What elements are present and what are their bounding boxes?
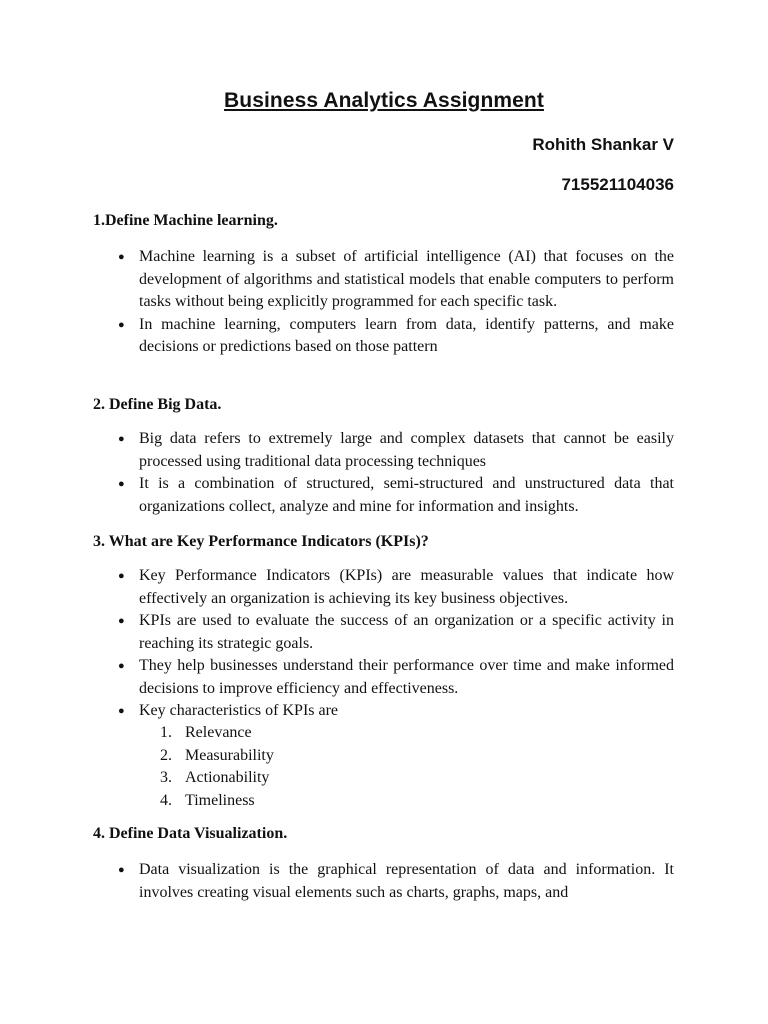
kpi-characteristics-list [160, 722, 274, 812]
numbered-item: 1. Relevance [160, 724, 252, 741]
numbered-item: 4. Timeliness [160, 791, 255, 809]
list-item: ● Data visualization is the graphical representation of data and information. It involves creating visual elements such as charts, graphs, maps, and [118, 859, 674, 904]
section-2-heading: 2. Define Big Data. [93, 396, 222, 413]
list-item: ● Machine learning is a subset of artificial intelligence (AI) that focuses on the development of algorithms and statistical models that enable computers to perform tasks without being explicitly programmed for each specific task. [118, 246, 674, 314]
roll-number: 715521104036 [561, 175, 674, 194]
section-2-bullets [118, 428, 674, 518]
section-4-heading: 4. Define Data Visualization. [93, 825, 288, 842]
section-3-bullets [118, 565, 674, 723]
list-item: ● They help businesses understand their performance over time and make informed decisions to improve efficiency and effectiveness. [118, 655, 674, 700]
list-item: ● KPIs are used to evaluate the success of an organization or a specific activity in reaching its strategic goals. [118, 610, 674, 655]
section-3-heading: 3. What are Key Performance Indicators (KPIs)? [93, 533, 429, 550]
list-item: ● Big data refers to extremely large and complex datasets that cannot be easily processed using traditional data processing techniques [118, 428, 674, 473]
section-4-bullets [118, 859, 674, 904]
section-1-heading: 1.Define Machine learning. [93, 212, 278, 229]
numbered-item: 2. Measurability [160, 746, 274, 764]
document-title: Business Analytics Assignment [224, 89, 544, 112]
author-name: Rohith Shankar V [532, 135, 674, 154]
list-item: ● Key Performance Indicators (KPIs) are measurable values that indicate how effectively an organization is achieving its key business objectives. [118, 565, 674, 610]
list-item: ● In machine learning, computers learn from data, identify patterns, and make decisions or predictions based on those pattern [118, 314, 674, 359]
list-item: ● It is a combination of structured, semi-structured and unstructured data that organizations collect, analyze and mine for information and insights. [118, 473, 674, 518]
list-item: ● Key characteristics of KPIs are [118, 700, 674, 723]
section-1-bullets [118, 246, 674, 359]
numbered-item: 3. Actionability [160, 769, 270, 786]
